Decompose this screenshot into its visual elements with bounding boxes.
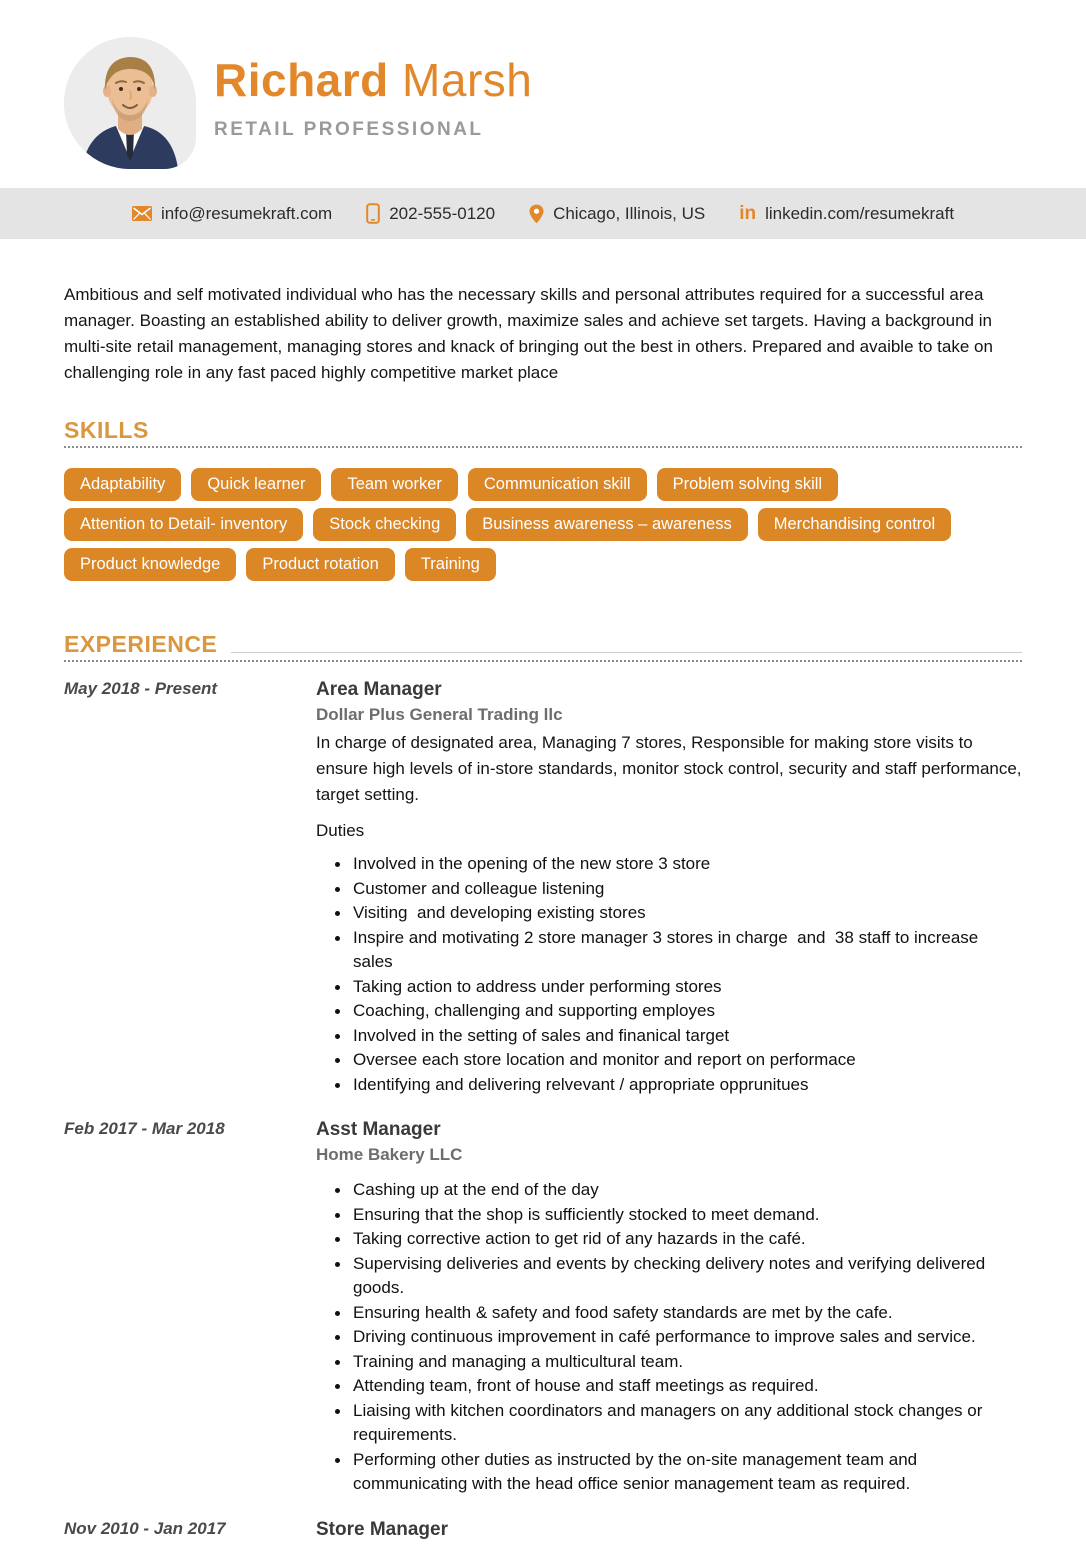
experience-heading: EXPERIENCE xyxy=(64,631,218,657)
duty-bullet: Inspire and motivating 2 store manager 3 stores in charge and 38 staff to increase sales xyxy=(333,926,1022,975)
email-link[interactable] xyxy=(132,204,332,224)
duty-bullet: Visiting and developing existing stores xyxy=(333,901,1022,926)
skill-badge: Attention to Detail- inventory xyxy=(64,508,303,541)
envelope-icon xyxy=(132,206,152,221)
duty-bullet: Customer and colleague listening xyxy=(333,877,1022,902)
duty-bullet: Identifying and delivering relvevant / appropriate opprunitues xyxy=(333,1073,1022,1098)
resume-header xyxy=(0,0,1086,169)
entry-job-title: Area Manager xyxy=(316,679,442,700)
skill-badge: Product rotation xyxy=(246,548,394,581)
location-item[interactable] xyxy=(529,204,705,224)
phone-link[interactable] xyxy=(366,203,495,224)
experience-entry xyxy=(64,1517,1022,1554)
experience-entry xyxy=(64,677,1022,1097)
duty-bullet: Ensuring health & safety and food safety standards are met by the cafe. xyxy=(333,1301,1022,1326)
skill-badge: Training xyxy=(405,548,496,581)
entry-company: Dollar Plus General Trading llc xyxy=(316,705,563,724)
duty-bullet-list xyxy=(316,1178,1022,1497)
experience-entry xyxy=(64,1117,1022,1497)
resume-body xyxy=(0,282,1086,1554)
experience-section xyxy=(64,633,1022,1554)
section-divider xyxy=(231,652,1022,653)
location-text: Chicago, Illinois, US xyxy=(553,203,706,223)
duty-bullet: Involved in the setting of sales and finanical target xyxy=(333,1024,1022,1049)
duty-bullet-list xyxy=(316,852,1022,1097)
map-pin-icon xyxy=(529,204,544,224)
skill-badge: Quick learner xyxy=(191,468,321,501)
duty-bullet: Attending team, front of house and staff meetings as required. xyxy=(333,1374,1022,1399)
mobile-phone-icon xyxy=(366,203,380,224)
entry-company: Home Bakery LLC xyxy=(316,1145,463,1164)
duty-bullet: Cashing up at the end of the day xyxy=(333,1178,1022,1203)
skills-heading: SKILLS xyxy=(64,417,149,443)
job-title: RETAIL PROFESSIONAL xyxy=(214,118,484,140)
linkedin-icon: in xyxy=(739,203,757,224)
experience-entries xyxy=(64,677,1022,1554)
first-name: Richard xyxy=(214,54,389,106)
email-text: info@resumekraft.com xyxy=(160,203,333,223)
duty-bullet: Performing other duties as instructed by the on-site management team and communicating with the head office senior management team as required. xyxy=(333,1448,1022,1497)
skill-badge: Team worker xyxy=(331,468,457,501)
duty-bullet: Ensuring that the shop is sufficiently stocked to meet demand. xyxy=(333,1203,1022,1228)
skill-badge: Problem solving skill xyxy=(657,468,838,501)
skill-badge: Adaptability xyxy=(64,468,181,501)
duty-bullet: Taking action to address under performing stores xyxy=(333,975,1022,1000)
linkedin-link[interactable] xyxy=(739,204,954,224)
duty-bullet: Involved in the opening of the new store 3 store xyxy=(333,852,1022,877)
entry-dates: May 2018 - Present xyxy=(64,679,218,698)
duties-label: Duties xyxy=(316,821,365,840)
section-divider xyxy=(163,438,1022,439)
last-name: Marsh xyxy=(402,54,533,106)
duty-bullet: Oversee each store location and monitor and report on performace xyxy=(333,1048,1022,1073)
entry-job-title: Store Manager xyxy=(316,1518,448,1540)
entry-dates: Feb 2017 - Mar 2018 xyxy=(64,1119,225,1138)
person-name xyxy=(214,55,532,106)
skill-badge: Product knowledge xyxy=(64,548,236,581)
duty-bullet: Coaching, challenging and supporting employes xyxy=(333,999,1022,1024)
entry-job-title: Asst Manager xyxy=(316,1119,441,1140)
duty-bullet: Liaising with kitchen coordinators and managers on any additional stock changes or requirements. xyxy=(333,1399,1022,1448)
duty-bullet: Taking corrective action to get rid of any hazards in the café. xyxy=(333,1227,1022,1252)
entry-dates: Nov 2010 - Jan 2017 xyxy=(64,1518,226,1538)
skills-pill-list xyxy=(64,468,1022,581)
contact-bar xyxy=(0,188,1086,239)
skill-badge: Merchandising control xyxy=(758,508,951,541)
phone-text: 202-555-0120 xyxy=(389,203,496,223)
linkedin-text: linkedin.com/resumekraft xyxy=(765,203,955,223)
skill-badge: Business awareness – awareness xyxy=(466,508,747,541)
person-portrait-illustration xyxy=(64,37,196,169)
skill-badge: Stock checking xyxy=(313,508,456,541)
skills-section xyxy=(64,419,1022,581)
summary-paragraph: Ambitious and self motivated individual who has the necessary skills and personal attributes required for a successful area manager. Boasting an established ability to deliver growth, maximize sales and achieve set targets. Having a background in multi-site retail management, managing stores and knack of bringing out the best in others. Prepared and avaible to take on challenging role in any fast paced highly competitive market place xyxy=(64,285,993,382)
duty-bullet: Training and managing a multicultural team. xyxy=(333,1350,1022,1375)
duty-bullet: Supervising deliveries and events by checking delivery notes and verifying delivered goods. xyxy=(333,1252,1022,1301)
profile-photo xyxy=(64,37,196,169)
duty-bullet: Driving continuous improvement in café performance to improve sales and service. xyxy=(333,1325,1022,1350)
entry-description: In charge of designated area, Managing 7 stores, Responsible for making store visits to ensure high levels of in-store standards, monitor stock control, security and staff performance, target setting. xyxy=(316,733,1022,804)
skill-badge: Communication skill xyxy=(468,468,647,501)
